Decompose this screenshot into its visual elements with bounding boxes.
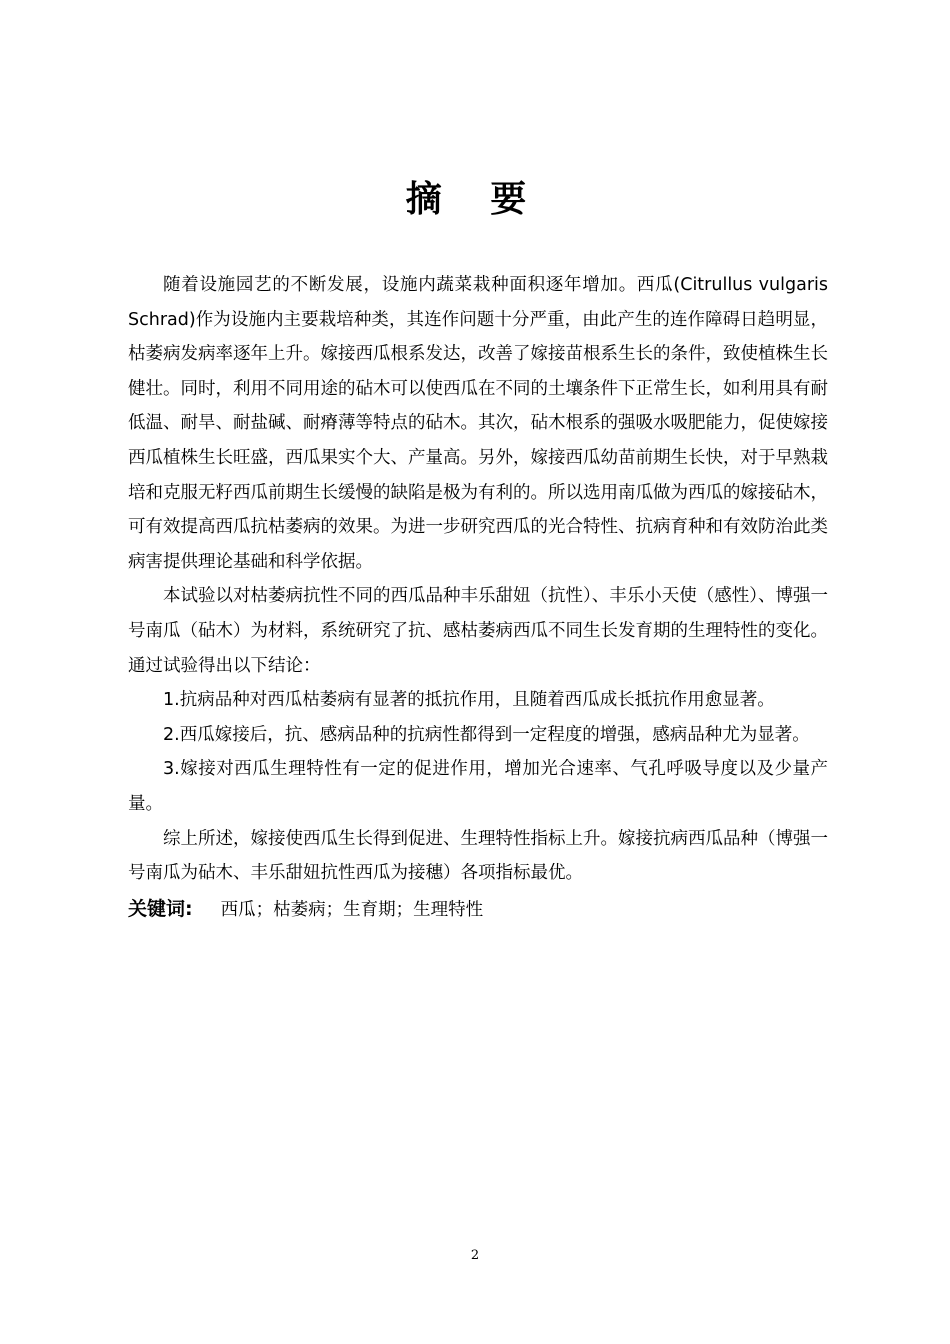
conclusion-item-1: 1.抗病品种对西瓜枯萎病有显著的抵抗作用，且随着西瓜成长抵抗作用愈显著。 [163,690,775,711]
page-title: 摘 要 [405,179,545,220]
keywords-label: 关键词: [128,897,193,920]
keywords-text: 西瓜；枯萎病；生育期；生理特性 [220,899,484,920]
paragraph-intro: 随着设施园艺的不断发展，设施内蔬菜栽种面积逐年增加。西瓜(Citrullus vulgaris Schrad)作为设施内主要栽培种类，其连作问题十分严重，由此产生的连作障碍日趋明显，枯萎病发病率逐年上升。嫁接西瓜根系发达，改善了嫁接苗根系生长的条件，致使植株生长健壮。同时，利用不同用途的砧木可以使西瓜在不同的土壤条件下正常生长，如利用具有耐低温、耐旱、耐盐碱、耐瘠薄等特点的砧木。其次，砧木根系的强吸水吸肥能力，促使嫁接西瓜植株生长旺盛，西瓜果实个大、产量高。另外，嫁接西瓜幼苗前期生长快，对于早熟栽培和克服无籽西瓜前期生长缓慢的缺陷是极为有利的。所以选用南瓜做为西瓜的嫁接砧木，可有效提高西瓜抗枯萎病的效果。为进一步研究西瓜的光合特性、抗病育种和有效防治此类病害提供理论基础和科学依据。 [128,275,828,572]
paragraph-experiment: 本试验以对枯萎病抗性不同的西瓜品种丰乐甜妞（抗性）、丰乐小天使（感性）、博强一号南瓜（砧木）为材料，系统研究了抗、感枯萎病西瓜不同生长发育期的生理特性的变化。通过试验得出以下结论： [128,586,828,676]
paragraph-summary: 综上所述，嫁接使西瓜生长得到促进、生理特性指标上升。嫁接抗病西瓜品种（博强一号南瓜为砧木、丰乐甜妞抗性西瓜为接穗）各项指标最优。 [128,828,828,884]
conclusion-item-2: 2.西瓜嫁接后，抗、感病品种的抗病性都得到一定程度的增强，感病品种尤为显著。 [163,724,810,745]
abstract-body [128,268,828,928]
page-number: 2 [470,1248,480,1263]
conclusion-item-3: 3.嫁接对西瓜生理特性有一定的促进作用，增加光合速率、气孔呼吸导度以及少量产量。 [128,759,828,814]
keywords-line [128,891,828,928]
